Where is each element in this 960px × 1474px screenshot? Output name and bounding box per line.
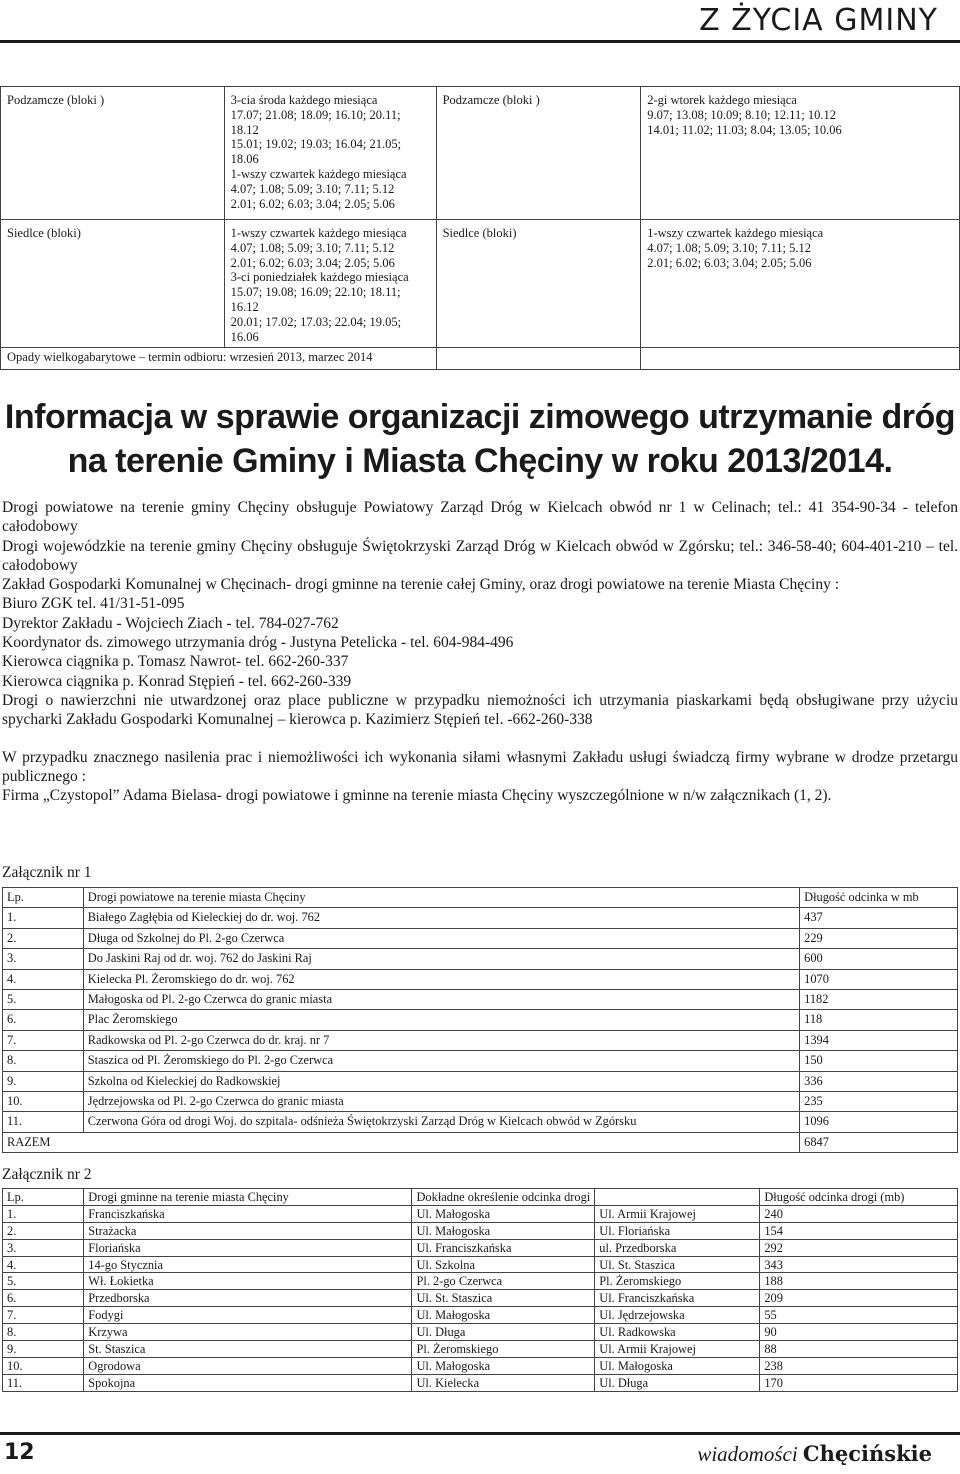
table-cell: Ul. Długa (412, 1324, 595, 1341)
header-rule (0, 40, 960, 43)
table-cell: 8. (3, 1324, 84, 1341)
table-cell: 8. (3, 1051, 84, 1071)
schedule-date-line: 2.01; 6.02; 6.03; 3.04; 2.05; 5.06 (647, 255, 812, 270)
attachment-2-label: Załącznik nr 2 (2, 1166, 92, 1183)
schedule-date-line: 16.12 (230, 299, 259, 314)
table-cell: 118 (800, 1010, 958, 1030)
table-cell: 11. (3, 1112, 84, 1132)
table-cell: 55 (760, 1307, 958, 1324)
table-cell: Ul. Franciszkańska (412, 1239, 595, 1256)
schedule-footer-row (1, 348, 960, 370)
table-cell: 3. (3, 949, 84, 969)
table-cell: Ul. St. Staszica (595, 1256, 760, 1273)
schedule-date-line: 1-wszy czwartek każdego miesiąca (230, 166, 407, 181)
table-cell: 3. (3, 1239, 84, 1256)
table-row (3, 1071, 958, 1091)
column-header: Drogi gminne na terenie miasta Chęciny (84, 1189, 412, 1206)
table-row (3, 1256, 958, 1273)
table-cell: 10. (3, 1091, 84, 1111)
table-cell: 154 (760, 1222, 958, 1239)
paragraph: Kierowca ciągnika p. Tomasz Nawrot- tel. 662-260-337 (2, 653, 349, 671)
schedule-date-line: 3-cia środa każdego miesiąca (230, 93, 378, 107)
table-cell: 209 (760, 1290, 958, 1307)
table-cell: St. Staszica (84, 1341, 412, 1358)
table-cell: 88 (760, 1341, 958, 1358)
table-cell: 5. (3, 989, 84, 1009)
table-cell: Spokojna (84, 1374, 412, 1391)
schedule-dates-cell (641, 220, 960, 348)
paragraph: Dyrektor Zakładu - Wojciech Ziach - tel. 784-027-762 (2, 614, 339, 632)
schedule-date-line: 14.01; 11.02; 11.03; 8.04; 13.05; 10.06 (647, 122, 842, 137)
empty-cell (436, 348, 641, 370)
table-row (3, 1341, 958, 1358)
page-number: 12 (4, 1440, 35, 1465)
schedule-date-line: 9.07; 13.08; 10.09; 8.10; 12.11; 10.12 (647, 107, 837, 122)
column-header (595, 1189, 760, 1206)
schedule-dates-cell (641, 87, 960, 220)
schedule-date-line: 17.07; 21.08; 18.09; 16.10; 20.11; (230, 107, 401, 122)
table-row (3, 1205, 958, 1222)
table-cell: 90 (760, 1324, 958, 1341)
table-cell: Krzywa (84, 1324, 412, 1341)
schedule-date-line: 3-ci poniedziałek każdego miesiąca (230, 270, 409, 285)
table-cell: Pl. Żeromskiego (412, 1341, 595, 1358)
table-cell: Ul. Małogoska (412, 1205, 595, 1222)
column-header: Lp. (3, 1189, 84, 1206)
schedule-dates-cell (224, 87, 436, 220)
table-cell: Białego Zagłębia od Kieleckiej do dr. woj. 762 (83, 908, 799, 928)
paragraph: W przypadku znacznego nasilenia prac i niemożliwości ich wykonania siłami własnymi Zakładu usługi świadczą firmy wybrane w drodze przetargu publicznego : (2, 748, 958, 785)
footer-rule (0, 1432, 960, 1435)
table-cell: 229 (800, 928, 958, 948)
table-cell: Ul. Armii Krajowej (595, 1341, 760, 1358)
total-label: RAZEM (3, 1132, 800, 1152)
column-header: Dokładne określenie odcinka drogi (412, 1189, 595, 1206)
table-cell: Ul. Małogoska (412, 1222, 595, 1239)
table-cell: Ul. Floriańska (595, 1222, 760, 1239)
table-row (3, 1091, 958, 1111)
table-cell: 4. (3, 1256, 84, 1273)
table-row (3, 1222, 958, 1239)
schedule-date-line: 18.12 (230, 122, 259, 137)
table-cell: Szkolna od Kieleckiej do Radkowskiej (83, 1071, 799, 1091)
table-row (3, 1010, 958, 1030)
schedule-date-line: 16.06 (230, 329, 259, 344)
table-cell: Ul. Małogoska (595, 1357, 760, 1374)
table-cell: Jędrzejowska od Pl. 2-go Czerwca do granic miasta (83, 1091, 799, 1111)
table-cell: Ogrodowa (84, 1357, 412, 1374)
column-header: Lp. (3, 888, 84, 908)
paragraph: Drogi powiatowe na terenie gminy Chęciny obsługuje Powiatowy Zarząd Dróg w Kielcach obwód nr 1 w Celinach; tel.: 41 354-90-34 - telefon całodobowy (2, 499, 958, 536)
schedule-area-cell: Podzamcze (bloki ) (436, 87, 641, 220)
schedule-area-cell: Siedlce (bloki) (436, 220, 641, 348)
table-row (3, 1307, 958, 1324)
table-cell: Radkowska od Pl. 2-go Czerwca do dr. kraj. nr 7 (83, 1030, 799, 1050)
table-cell: 292 (760, 1239, 958, 1256)
table-cell: Staszica od Pl. Żeromskiego do Pl. 2-go Czerwca (83, 1051, 799, 1071)
table-cell: 10. (3, 1357, 84, 1374)
table-cell: 1182 (800, 989, 958, 1009)
magazine-prefix: wiadomości (697, 1442, 798, 1466)
table-cell: Ul. Radkowska (595, 1324, 760, 1341)
table-cell: Floriańska (84, 1239, 412, 1256)
table-cell: Czerwona Góra od drogi Woj. do szpitala- odśnieża Świętokrzyski Zarząd Dróg w Kielcach obwód w Zgórsku (83, 1112, 799, 1132)
table-cell: Fodygi (84, 1307, 412, 1324)
article-title (0, 395, 960, 483)
table-cell: 240 (760, 1205, 958, 1222)
table-cell: Ul. Małogoska (412, 1307, 595, 1324)
table-cell: 14-go Stycznia (84, 1256, 412, 1273)
table-row (3, 1273, 958, 1290)
attachment-1-label: Załącznik nr 1 (2, 864, 92, 881)
paragraph: Kierowca ciągnika p. Konrad Stępień - tel. 662-260-339 (2, 672, 352, 690)
article-title-line: Informacja w sprawie organizacji zimowego utrzymanie dróg (4, 398, 956, 436)
paragraph: Zakład Gospodarki Komunalnej w Chęcinach- drogi gminne na terenie całej Gminy, oraz drogi powiatowe na terenie Miasta Chęciny : (2, 576, 840, 594)
table-cell: Strażacka (84, 1222, 412, 1239)
schedule-date-line: 4.07; 1.08; 5.09; 3.10; 7.11; 5.12 (230, 181, 395, 196)
table-cell: 7. (3, 1307, 84, 1324)
bulky-waste-note: Opady wielkogabarytowe – termin odbioru: wrzesień 2013, marzec 2014 (1, 348, 437, 370)
table-cell: 5. (3, 1273, 84, 1290)
section-title: Z ŻYCIA GMINY (689, 2, 942, 40)
table-cell: Kielecka Pl. Żeromskiego do dr. woj. 762 (83, 969, 799, 989)
schedule-date-line: 15.07; 19.08; 16.09; 22.10; 18.11; (230, 285, 401, 300)
table-cell: 2. (3, 928, 84, 948)
empty-cell (641, 348, 960, 370)
table-cell: 437 (800, 908, 958, 928)
table-cell: 1096 (800, 1112, 958, 1132)
paragraph: Koordynator ds. zimowego utrzymania dróg - Justyna Petelicka - tel. 604-984-496 (2, 634, 514, 652)
table-cell: 2. (3, 1222, 84, 1239)
table-cell: 11. (3, 1374, 84, 1391)
table-cell: 600 (800, 949, 958, 969)
table-cell: 1070 (800, 969, 958, 989)
table-row (3, 1324, 958, 1341)
schedule-date-line: 18.06 (230, 152, 259, 167)
schedule-row-1 (1, 87, 960, 220)
schedule-date-line: 2.01; 6.02; 6.03; 3.04; 2.05; 5.06 (230, 255, 395, 270)
column-header: Długość odcinka w mb (800, 888, 958, 908)
schedule-dates-cell (224, 220, 436, 348)
schedule-date-line: 4.07; 1.08; 5.09; 3.10; 7.11; 5.12 (230, 240, 395, 255)
column-header: Długość odcinka drogi (mb) (760, 1189, 958, 1206)
table-cell: 150 (800, 1051, 958, 1071)
schedule-date-line: 20.01; 17.02; 17.03; 22.04; 19.05; (230, 314, 402, 329)
paragraph: Firma „Czystopol” Adama Bielasa- drogi powiatowe i gminne na terenie miasta Chęciny wyszczególnione w n/w załącznikach (1, 2). (2, 787, 832, 805)
table-cell: Ul. Franciszkańska (595, 1290, 760, 1307)
table-cell: 343 (760, 1256, 958, 1273)
table-row (3, 1290, 958, 1307)
schedule-date-line: 1-wszy czwartek każdego miesiąca (230, 226, 407, 240)
table-cell: Ul. St. Staszica (412, 1290, 595, 1307)
table-cell: Do Jaskini Raj od dr. woj. 762 do Jaskini Raj (83, 949, 799, 969)
table-cell: Ul. Armii Krajowej (595, 1205, 760, 1222)
table-cell: 6. (3, 1290, 84, 1307)
table-cell: Pl. 2-go Czerwca (412, 1273, 595, 1290)
table-header-row (3, 888, 958, 908)
attachment-2-table (2, 1188, 958, 1392)
table-cell: Małogoska od Pl. 2-go Czerwca do granic miasta (83, 989, 799, 1009)
paragraph: Biuro ZGK tel. 41/31-51-095 (2, 595, 185, 613)
table-row (3, 1239, 958, 1256)
table-cell: Plac Żeromskiego (83, 1010, 799, 1030)
table-row (3, 1374, 958, 1391)
table-cell: Ul. Kielecka (412, 1374, 595, 1391)
spacer (2, 730, 958, 748)
table-row (3, 1030, 958, 1050)
table-cell: 238 (760, 1357, 958, 1374)
table-cell: 188 (760, 1273, 958, 1290)
schedule-row-2 (1, 220, 960, 348)
table-row (3, 969, 958, 989)
schedule-area-cell: Podzamcze (bloki ) (1, 87, 225, 220)
table-cell: 1394 (800, 1030, 958, 1050)
table-cell: 9. (3, 1341, 84, 1358)
table-total-row (3, 1132, 958, 1152)
table-cell: 1. (3, 1205, 84, 1222)
attachment-1-table (2, 887, 958, 1153)
schedule-date-line: 4.07; 1.08; 5.09; 3.10; 7.11; 5.12 (647, 240, 812, 255)
table-row (3, 928, 958, 948)
column-header: Drogi powiatowe na terenie miasta Chęciny (83, 888, 799, 908)
table-cell: 336 (800, 1071, 958, 1091)
magazine-brand: Chęcińskie (802, 1441, 932, 1466)
table-row (3, 1051, 958, 1071)
table-cell: ul. Przedborska (595, 1239, 760, 1256)
table-row (3, 1357, 958, 1374)
table-cell: Wł. Łokietka (84, 1273, 412, 1290)
table-row (3, 989, 958, 1009)
table-cell: 4. (3, 969, 84, 989)
table-cell: Przedborska (84, 1290, 412, 1307)
paragraph: Drogi wojewódzkie na terenie gminy Chęciny obsługuje Świętokrzyski Zarząd Dróg w Kielcach obwód w Zgórsku; tel.: 346-58-40; 604-401-210 – tel. całodobowy (2, 537, 958, 574)
table-cell: Franciszkańska (84, 1205, 412, 1222)
paragraph: Drogi o nawierzchni nie utwardzonej oraz place publiczne w przypadku niemożności ich utrzymania piaskarkami będą obsługiwane przy użyciu spycharki Zakładu Gospodarki Komunalnej – kierowca p. Kazimierz Stępień tel. -662-260-338 (2, 691, 958, 729)
schedule-date-line: 2-gi wtorek każdego miesiąca (647, 93, 797, 107)
schedule-date-line: 2.01; 6.02; 6.03; 3.04; 2.05; 5.06 (230, 196, 395, 211)
table-cell: Pl. Żeromskiego (595, 1273, 760, 1290)
table-cell: Ul. Długa (595, 1374, 760, 1391)
table-cell: Długa od Szkolnej do Pl. 2-go Czerwca (83, 928, 799, 948)
table-cell: 9. (3, 1071, 84, 1091)
table-row (3, 949, 958, 969)
table-cell: 7. (3, 1030, 84, 1050)
page-header (0, 0, 960, 58)
table-cell: Ul. Małogoska (412, 1357, 595, 1374)
table-cell: Ul. Jędrzejowska (595, 1307, 760, 1324)
magazine-title (697, 1441, 932, 1467)
table-cell: 1. (3, 908, 84, 928)
page-footer (0, 1432, 960, 1474)
table-header-row (3, 1189, 958, 1206)
article-body (2, 498, 958, 805)
schedule-date-line: 1-wszy czwartek każdego miesiąca (647, 226, 824, 240)
total-value: 6847 (800, 1132, 958, 1152)
table-cell: 6. (3, 1010, 84, 1030)
table-cell: 235 (800, 1091, 958, 1111)
table-cell: 170 (760, 1374, 958, 1391)
article-title-line: na terenie Gminy i Miasta Chęciny w roku 2013/2014. (67, 442, 893, 480)
schedule-date-line: 15.01; 19.02; 19.03; 16.04; 21.05; (230, 137, 402, 152)
table-row (3, 908, 958, 928)
waste-schedule-table (0, 86, 960, 370)
table-row (3, 1112, 958, 1132)
table-cell: Ul. Szkolna (412, 1256, 595, 1273)
schedule-area-cell: Siedlce (bloki) (1, 220, 225, 348)
